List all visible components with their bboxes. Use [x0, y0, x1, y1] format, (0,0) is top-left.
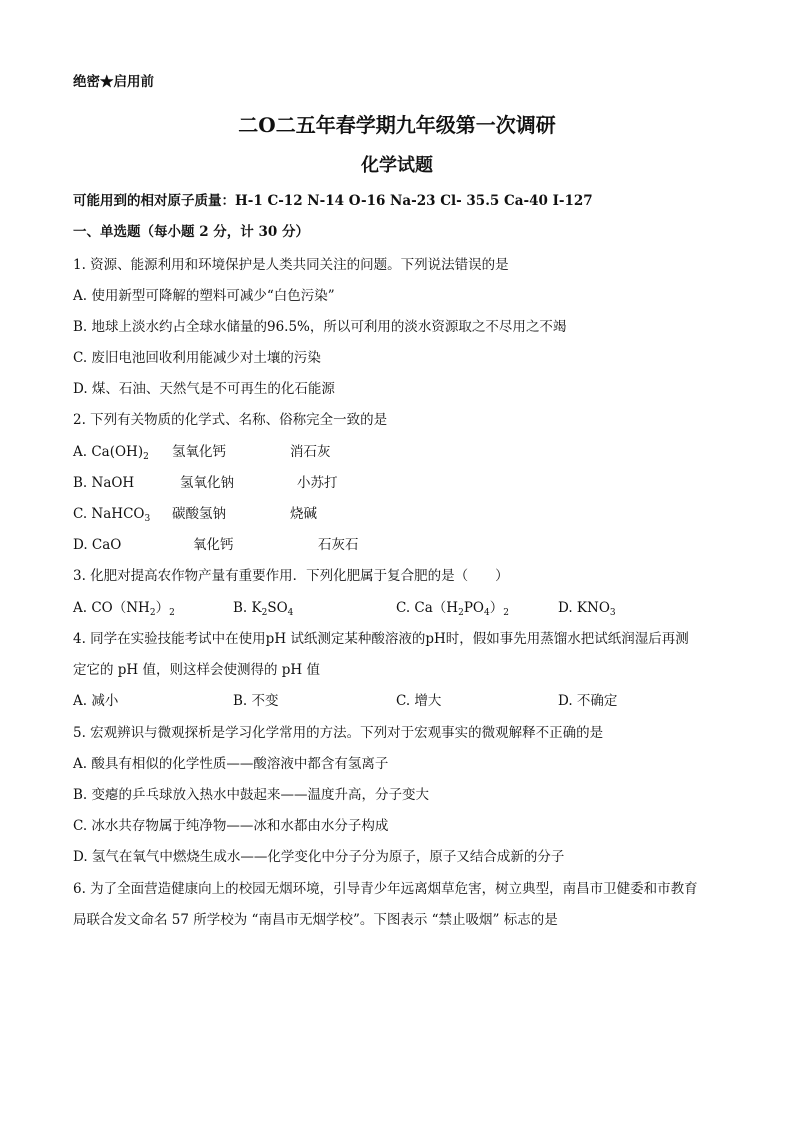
question-1-stem: 1. 资源、能源利用和环境保护是人类共同关注的问题。下列说法错误的是 [73, 257, 509, 273]
question-2-option-b-formula: B. NaOH [73, 475, 135, 491]
question-2-option-d-formula: D. CaO [73, 537, 122, 553]
question-2-option-a-formula: A. $Ca(OH)_2$ [73, 444, 149, 462]
question-1-option-c: C. 废旧电池回收利用能减少对土壤的污染 [73, 350, 321, 366]
question-1-option-a: A. 使用新型可降解的塑料可减少“白色污染” [73, 288, 335, 304]
question-4-option-b: B. 不变 [233, 693, 279, 709]
question-5-stem: 5. 宏观辨识与微观探析是学习化学常用的方法。下列对于宏观事实的微观解释不正确的是 [73, 725, 604, 741]
question-2-option-b-common: 小苏打 [297, 475, 338, 491]
question-2-stem: 2. 下列有关物质的化学式、名称、俗称完全一致的是 [73, 412, 388, 428]
question-6-stem-line1: 6. 为了全面营造健康向上的校园无烟环境，引导青少年远离烟草危害，树立典型，南昌市卫健委和市教育 [73, 881, 698, 897]
question-2-option-c-name: 碳酸氢钠 [172, 506, 226, 522]
question-4-option-d: D. 不确定 [558, 693, 618, 709]
question-5-option-d: D. 氢气在氧气中燃烧生成水——化学变化中分子分为原子，原子又结合成新的分子 [73, 849, 565, 865]
question-6-stem-line2: 局联合发文命名 57 所学校为 “南昌市无烟学校”。下图表示 “禁止吸烟” 标志的是 [73, 912, 558, 928]
exam-title: 二O二五年春学期九年级第一次调研 [238, 113, 556, 137]
question-4-option-a: A. 减小 [73, 693, 119, 709]
question-2-option-d-common: 石灰石 [318, 537, 359, 553]
question-2-option-b-name: 氢氧化钠 [180, 475, 234, 491]
question-4-option-c: C. 增大 [396, 693, 442, 709]
question-3-option-a: A. $CO(NH_2)_2$ [73, 600, 175, 618]
question-5-option-c: C. 冰水共存物属于纯净物——冰和水都由水分子构成 [73, 818, 389, 834]
question-5-option-b: B. 变瘪的乒乓球放入热水中鼓起来——温度升高，分子变大 [73, 787, 430, 803]
question-5-option-a: A. 酸具有相似的化学性质——酸溶液中都含有氢离子 [73, 756, 389, 772]
question-3-option-d: D. $KNO_3$ [558, 600, 616, 618]
question-4-stem-line2: 定它的 pH 值，则这样会使测得的 pH 值 [73, 662, 320, 678]
question-2-option-a-common: 消石灰 [290, 444, 331, 460]
question-4-stem-line1: 4. 同学在实验技能考试中在使用pH 试纸测定某种酸溶液的pH时，假如事先用蒸馏水把试纸润湿后再测 [73, 631, 689, 647]
question-2-option-c-formula: C. NaHCO$_3$ [73, 506, 151, 524]
question-2-option-c-common: 烧碱 [290, 506, 317, 522]
question-3-stem: 3. 化肥对提高农作物产量有重要作用．下列化肥属于复合肥的是（ ） [73, 568, 509, 584]
question-1-option-d: D. 煤、石油、天然气是不可再生的化石能源 [73, 381, 335, 397]
atomic-masses: 可能用到的相对原子质量：H-1 C-12 N-14 O-16 Na-23 Cl- 35.5 Ca-40 I-127 [73, 193, 593, 209]
question-3-option-b: B. $K_2SO_4$ [233, 600, 294, 618]
section-heading: 一、单选题（每小题 2 分，计 30 分） [73, 224, 309, 240]
question-2-option-d-name: 氧化钙 [193, 537, 234, 553]
secret-mark: 绝密★启用前 [73, 74, 154, 90]
subject-title: 化学试题 [361, 155, 433, 176]
question-3-option-c: C. $Ca(H_2PO_4)_2$ [396, 600, 509, 618]
question-2-option-a-name: 氢氧化钙 [172, 444, 226, 460]
question-1-option-b: B. 地球上淡水约占全球水储量的96.5%，所以可利用的淡水资源取之不尽用之不竭 [73, 319, 567, 335]
